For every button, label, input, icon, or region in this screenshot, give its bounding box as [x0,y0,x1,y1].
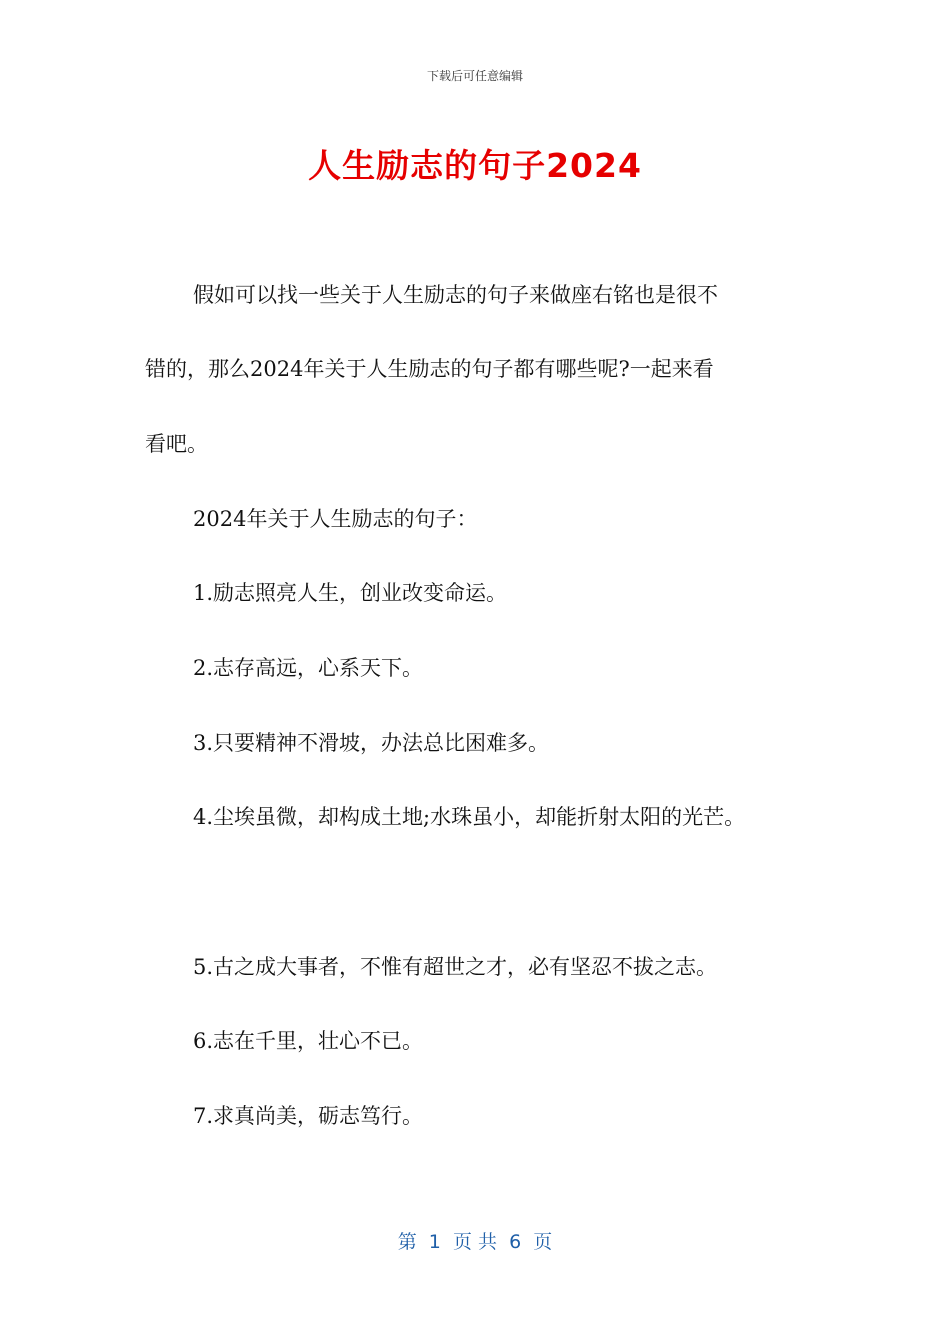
list-item: 7.求真尚美，砺志笃行。 [193,1104,424,1128]
intro-line-1: 假如可以找一些关于人生励志的句子来做座右铭也是很不 [193,283,718,307]
document-title: 人生励志的句子2024 [308,146,642,185]
section-heading: 2024年关于人生励志的句子： [193,507,478,531]
page-number-footer: 第 1 页 共 6 页 [397,1231,553,1253]
list-item: 4.尘埃虽微，却构成土地;水珠虽小，却能折射太阳的光芒。 [193,805,746,829]
header-note: 下载后可任意编辑 [426,69,523,83]
list-item: 3.只要精神不滑坡，办法总比困难多。 [193,731,550,755]
list-item: 2.志存高远，心系天下。 [193,656,424,680]
list-item: 1.励志照亮人生，创业改变命运。 [193,581,508,605]
list-item: 6.志在千里，壮心不已。 [193,1029,424,1053]
intro-line-3: 看吧。 [145,432,208,456]
intro-line-2: 错的，那么2024年关于人生励志的句子都有哪些呢?一起来看 [145,357,714,381]
list-item: 5.古之成大事者，不惟有超世之才，必有坚忍不拔之志。 [193,955,718,979]
